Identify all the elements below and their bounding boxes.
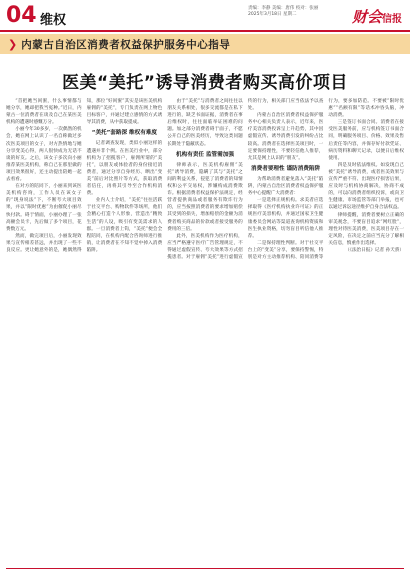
page-number: 04	[6, 3, 37, 28]
paragraph: 业内人士介绍，“美托”往往活跃于社交平台、购物软件等场所，他们会精心打造个人形象，营造出“精致生活”的人设，吸引有变美需求的人群。一旦消费者上钩，“美托”便会全程陪同，在机构内配合咨询师进行推销，让消费者在不知不觉中掉入消费陷阱。	[86, 198, 163, 253]
header-divider	[0, 30, 410, 32]
paragraph: 在对方的陪同下，小丽来到该医美机构咨询，工作人员在该女子的“现身说法”下，不断夸大项目效果，并以“限时优惠”为由催促小丽尽快付款。碍于情面，小丽办理了一张高额会员卡，先后做了多个项目，花费数万元。	[6, 184, 82, 232]
page-header	[0, 0, 410, 34]
publication-info	[248, 6, 328, 18]
footer-divider	[6, 568, 404, 569]
paragraph: 由于“美托”与消费者之间往往以朋友关系相处，很多交流都是在私下进行的，缺乏书面证据，消费者在事后维权时，往往面临举证困难的问题。加之部分消费者碍于面子，不愿公开自己的医美经历，导致这类问题长期处于隐蔽状态。	[167, 99, 243, 147]
paragraph: 此外，医美机构作为医疗机构，应当严格遵守医疗广告管理规定，不得通过虚假宣传、夸大效果等方式招揽患者。对于雇佣“美托”进行虚假宣传的行为，相关部门应当依法予以查处。	[167, 99, 324, 260]
article-body	[6, 98, 404, 566]
section-banner	[0, 34, 410, 54]
subheading: 机构有责任 监管需加强	[176, 151, 234, 158]
paragraph: 内蒙古自治区消费者权益保护服务中心相关负责人表示，近年来，医疗美容消费投诉呈上升趋势，其中因虚假宣传、诱导消费引发的纠纷占比较高。消费者在选择医美项目时，一定要保持理性，不要轻信他人推荐，尤其是网上认识的“朋友”。	[247, 113, 324, 161]
pub-info-line: 2025年3月18日 星期二	[248, 12, 297, 17]
paragraph: 律师提醒，消费者要树立正确的审美观念，不要盲目追求“网红脸”，理性对待医美消费，医美项目存在一定风险，在决定之前应当充分了解相关信息，慎重作出选择。	[328, 212, 404, 246]
paragraph: 一是选择正规机构。求美者应选择取得《医疗机构执业许可证》的正规医疗美容机构，并通过国家卫生健康委员会网站等渠道查询机构资质和医生执业资格，切勿盲目听信他人推荐。	[247, 198, 324, 239]
chevron-right-icon: ❯	[8, 37, 18, 51]
paragraph: 小丽今年30多岁，一次偶然的机会，她在网上认识了一名自称做过多次医美项目的女子，对方热情地与她分享变美心得，两人很快成为无话不谈的好友。之后，该女子多次向小丽推荐某医美机构，称自己在那里做的项目效果很好，还主动提出陪她一起去看看。	[6, 127, 82, 183]
paragraph: 记者调查发现，类似小丽这样的遭遇并非个例。在医美行业中，部分机构为了招揽客户，雇佣所谓的“美托”，以朋友或体验者的身份接近消费者，通过分享自身经历、晒出“变美”前后对比照片等方式，获取消费者信任，再将其引导至合作机构消费。	[86, 141, 163, 197]
article-source: （《法治日报》记者 孙天骄）	[345, 247, 404, 253]
paragraph: 然而，做完项目后，小丽发现效果与宣传相差甚远，并出现了一些不良反应。更让她意外的是，她偶然得知，那位“好闺蜜”其实是该医美机构雇佣的“美托”，专门负责在网上物色目标客户，并通过建立感情的方式诱导其消费，从中获取提成。	[6, 99, 163, 253]
newspaper-logo	[352, 6, 402, 27]
paragraph: 律师表示，医美机构雇佣“美托”诱导消费，隐瞒了其与“美托”之间的利益关系，侵犯了消费者的知情权和公平交易权，涉嫌构成消费欺诈。根据消费者权益保护法规定，经营者提供商品或者服务有欺诈行为的，应当按照消费者的要求增加赔偿其受到的损失，增加赔偿的金额为消费者购买商品的价款或者接受服务的费用的三倍。	[167, 162, 243, 232]
article-title: 医美“美托”诱导消费者购买高价项目	[62, 73, 348, 93]
subheading: “美托”套路深 维权有难度	[91, 130, 158, 137]
section-name: 维权	[40, 13, 67, 28]
paragraph: 为帮助消费者避免落入“美托”陷阱，内蒙古自治区消费者权益保护服务中心提醒广大消费者：	[247, 176, 324, 197]
paragraph: “首把她当闺蜜，什么事情都与她分享，她却把我当冤种。”近日，内蒙古一位消费者在谈及自己在某医美机构的遭遇时感慨万分。	[6, 99, 82, 126]
logo-main: 财会	[351, 8, 382, 26]
paragraph: 四是及时依法维权。如发现自己被“美托”诱导消费，或者医美效果与宣传严重不符、出现医疗损害后果，应及时与机构协商解决，协商不成的，可以向消费者组织投诉，或向卫生健康、市场监管等部门举报，也可以通过诉讼途径维护自身合法权益。	[328, 162, 404, 211]
paragraph: 三是签订书面合同。消费者在接受医美服务前，应与机构签订书面合同，明确服务项目、价格、效果及售后责任等内容，并保存好付款凭证、病历资料和聊天记录，以便日后维权使用。	[328, 120, 404, 161]
subheading: 消费者要理性 谨防消费陷阱	[251, 165, 321, 172]
banner-text: 内蒙古自治区消费者权益保护服务中心指导	[21, 38, 231, 51]
paragraph: 二是保持理性判断。对于社交平台上的“变美”分享，要保持警惕，特别是对方主动推荐机构、陪同消费等行为，要多加防范。不要被“限时优惠”“名额有限”等话术冲昏头脑，冲动消费。	[247, 99, 404, 260]
pub-info-line: 责编：李静 美编：唐伟 校对：张丽	[248, 6, 319, 11]
logo-sub: 信报	[382, 14, 402, 25]
